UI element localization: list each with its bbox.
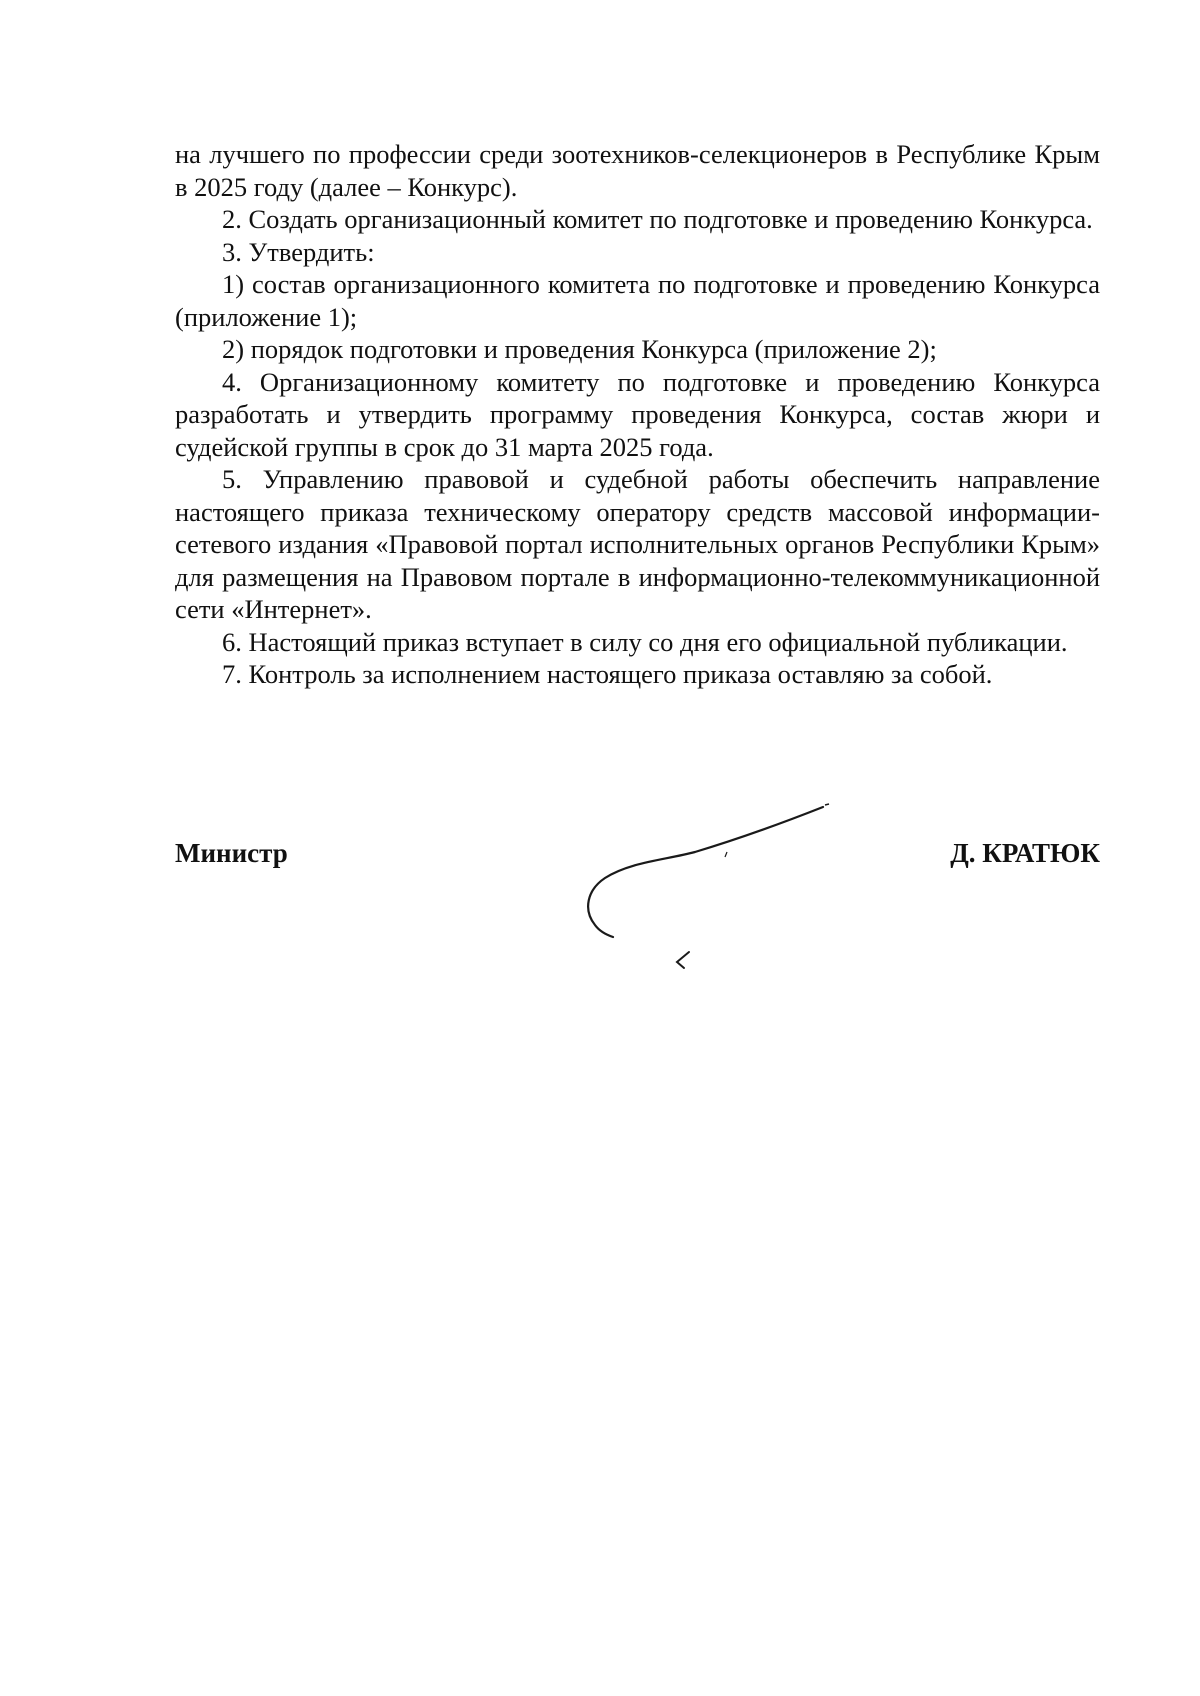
signatory-name: Д. КРАТЮК	[950, 838, 1100, 868]
handwritten-signature-icon	[585, 800, 830, 970]
paragraph-5: 5. Управлению правовой и судебной работы обеспечить направление настоящего приказа техническому оператору средств массовой информации- сетевого издания «Правовой портал исполнительных органов Республики Крым» для размещения на Правовом портале в информационно-телекоммуникационной сети «Интернет».	[175, 464, 1100, 624]
paragraph-3-2: 2) порядок подготовки и проведения Конкурса (приложение 2);	[222, 334, 937, 364]
paragraph-7: 7. Контроль за исполнением настоящего приказа оставляю за собой.	[222, 659, 993, 689]
paragraph-6: 6. Настоящий приказ вступает в силу со дня его официальной публикации.	[222, 626, 1068, 657]
paragraph-1: на лучшего по профессии среди зоотехников-селекционеров в Республике Крым в 2025 году (далее – Конкурс).	[175, 139, 1100, 202]
paragraph-3-1: 1) состав организационного комитета по подготовке и проведению Конкурса (приложение 1);	[175, 269, 1100, 332]
paragraph-4: 4. Организационному комитету по подготовке и проведению Конкурса разработать и утвердить программу проведения Конкурса, состав жюри и судейской группы в срок до 31 марта 2025 года.	[175, 366, 1100, 462]
document-body	[175, 138, 1100, 691]
paragraph-2: 2. Создать организационный комитет по подготовке и проведению Конкурса.	[222, 204, 1093, 234]
signatory-title: Министр	[175, 838, 288, 868]
paragraph-3: 3. Утвердить:	[222, 236, 375, 267]
